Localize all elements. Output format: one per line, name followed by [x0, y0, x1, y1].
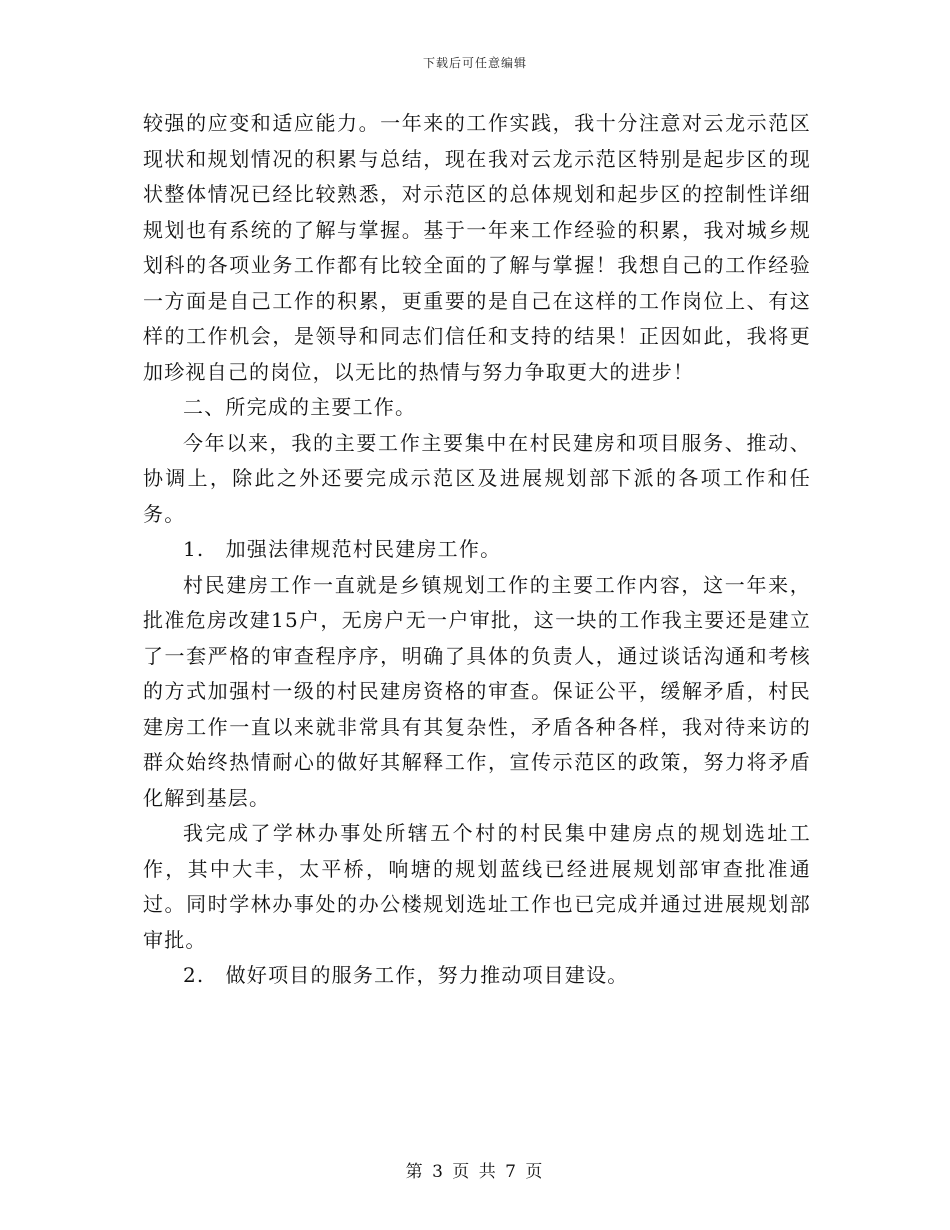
document-body [143, 106, 811, 994]
page-header: 下载后可任意编辑 [422, 56, 527, 70]
subheading-1: 1. 加强法律规范村民建房工作。 [183, 537, 502, 561]
paragraph-continuation: 较强的应变和适应能力。一年来的工作实践，我十分注意对云龙示范区现状和规划情况的积累与总结，现在我对云龙示范区特别是起步区的现状整体情况已经比较熟悉，对示范区的总体规划和起步区的控制性详细规划也有系统的了解与掌握。基于一年来工作经验的积累，我对城乡规划科的各项业务工作都有比较全面的了解与掌握！我想自己的工作经验一方面是自己工作的积累，更重要的是自己在这样的工作岗位上、有这样的工作机会，是领导和同志们信任和支持的结果！正因如此，我将更加珍视自己的岗位，以无比的热情与努力争取更大的进步！ [143, 111, 811, 384]
page-footer: 第 3 页 共 7 页 [405, 1162, 545, 1182]
paragraph-housing: 村民建房工作一直就是乡镇规划工作的主要工作内容，这一年来，批准危房改建15户，无房户无一户审批，这一块的工作我主要还是建立了一套严格的审查程序序，明确了具体的负责人，通过谈话沟通和考核的方式加强村一级的村民建房资格的审查。保证公平，缓解矛盾，村民建房工作一直以来就非常具有其复杂性，矛盾各种各样，我对待来访的群众始终热情耐心的做好其解释工作，宣传示范区的政策，努力将矛盾化解到基层。 [143, 572, 811, 810]
paragraph-overview: 今年以来，我的主要工作主要集中在村民建房和项目服务、推动、协调上，除此之外还要完成示范区及进展规划部下派的各项工作和任务。 [143, 430, 811, 526]
subheading-2: 2. 做好项目的服务工作，努力推动项目建设。 [183, 963, 629, 987]
section-heading-main-work: 二、所完成的主要工作。 [183, 395, 417, 419]
paragraph-site-selection: 我完成了学林办事处所辖五个村的村民集中建房点的规划选址工作，其中大丰，太平桥，响塘的规划蓝线已经进展规划部审查批准通过。同时学林办事处的办公楼规划选址工作也已完成并通过进展规划部审批。 [143, 821, 811, 952]
